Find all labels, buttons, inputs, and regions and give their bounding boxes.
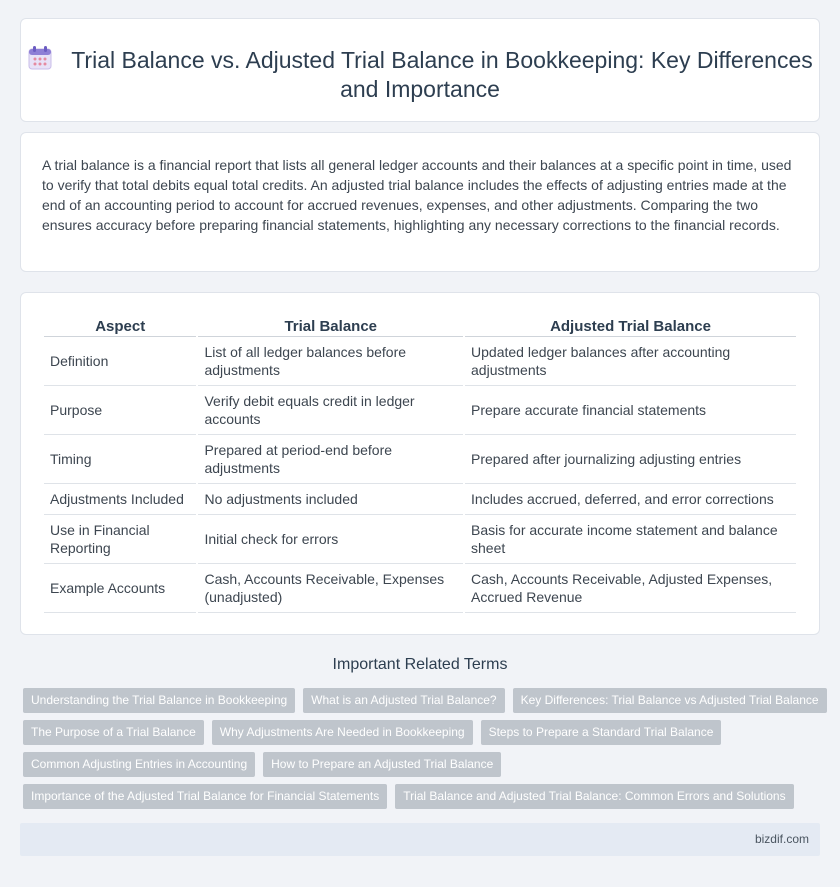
page-title-text: Trial Balance vs. Adjusted Trial Balance in Bookkeeping: Key Differences and Importance [71,47,813,102]
table-row [44,386,796,435]
cell-trial: List of all ledger balances before adjustments [198,337,463,386]
cell-aspect: Purpose [44,386,196,435]
header-trial-balance: Trial Balance [198,315,463,337]
cell-aspect: Use in Financial Reporting [44,515,196,564]
header-aspect: Aspect [44,315,196,337]
related-term-link[interactable]: Understanding the Trial Balance in Bookkeeping [23,688,295,713]
related-term-link[interactable]: How to Prepare an Adjusted Trial Balance [263,752,501,777]
related-term-link[interactable]: Steps to Prepare a Standard Trial Balance [481,720,722,745]
title-wrap [21,45,819,104]
header-adjusted-trial-balance: Adjusted Trial Balance [465,315,796,337]
related-term-link[interactable]: Why Adjustments Are Needed in Bookkeeping [212,720,473,745]
table-header-row [44,315,796,337]
table-row [44,337,796,386]
related-term-link[interactable]: Key Differences: Trial Balance vs Adjusted Trial Balance [513,688,827,713]
cell-aspect: Definition [44,337,196,386]
related-term-link[interactable]: Trial Balance and Adjusted Trial Balance: Common Errors and Solutions [395,784,793,809]
related-term-link[interactable]: Common Adjusting Entries in Accounting [23,752,255,777]
cell-trial: Initial check for errors [198,515,463,564]
calendar-icon [27,45,53,71]
footer-site-name[interactable]: bizdif.com [754,832,809,846]
related-term-link[interactable]: Importance of the Adjusted Trial Balance for Financial Statements [23,784,387,809]
cell-aspect: Adjustments Included [44,484,196,515]
cell-trial: Cash, Accounts Receivable, Expenses (unadjusted) [198,564,463,613]
tag-row [23,688,835,713]
cell-trial: Prepared at period-end before adjustments [198,435,463,484]
tag-row [23,784,802,809]
tag-row [23,752,509,777]
table-row [44,515,796,564]
cell-aspect: Timing [44,435,196,484]
comparison-table-card [20,292,820,635]
tag-row [23,720,729,745]
cell-adjusted: Cash, Accounts Receivable, Adjusted Expenses, Accrued Revenue [465,564,796,613]
cell-adjusted: Updated ledger balances after accounting adjustments [465,337,796,386]
related-terms-heading: Important Related Terms [332,656,508,673]
intro-card [20,132,820,272]
cell-trial: Verify debit equals credit in ledger accounts [198,386,463,435]
cell-adjusted: Includes accrued, deferred, and error corrections [465,484,796,515]
table-row [44,564,796,613]
related-term-link[interactable]: What is an Adjusted Trial Balance? [303,688,504,713]
table-row [44,484,796,515]
table-row [44,435,796,484]
footer [20,823,820,856]
cell-adjusted: Prepared after journalizing adjusting entries [465,435,796,484]
intro-paragraph: A trial balance is a financial report that lists all general ledger accounts and their balances at a specific point in time, used to verify that total debits equal total credits. An adjusted trial balance includes the effects of adjusting entries made at the end of an accounting period to account for accrued revenues, expenses, and other adjustments. Comparing the two ensures accuracy before preparing financial statements, highlighting any necessary corrections to the financial records. [42,157,792,233]
comparison-table [42,315,798,613]
cell-trial: No adjustments included [198,484,463,515]
cell-adjusted: Prepare accurate financial statements [465,386,796,435]
page-title [21,45,819,104]
title-card [20,18,820,122]
cell-aspect: Example Accounts [44,564,196,613]
related-term-link[interactable]: The Purpose of a Trial Balance [23,720,204,745]
cell-adjusted: Basis for accurate income statement and balance sheet [465,515,796,564]
